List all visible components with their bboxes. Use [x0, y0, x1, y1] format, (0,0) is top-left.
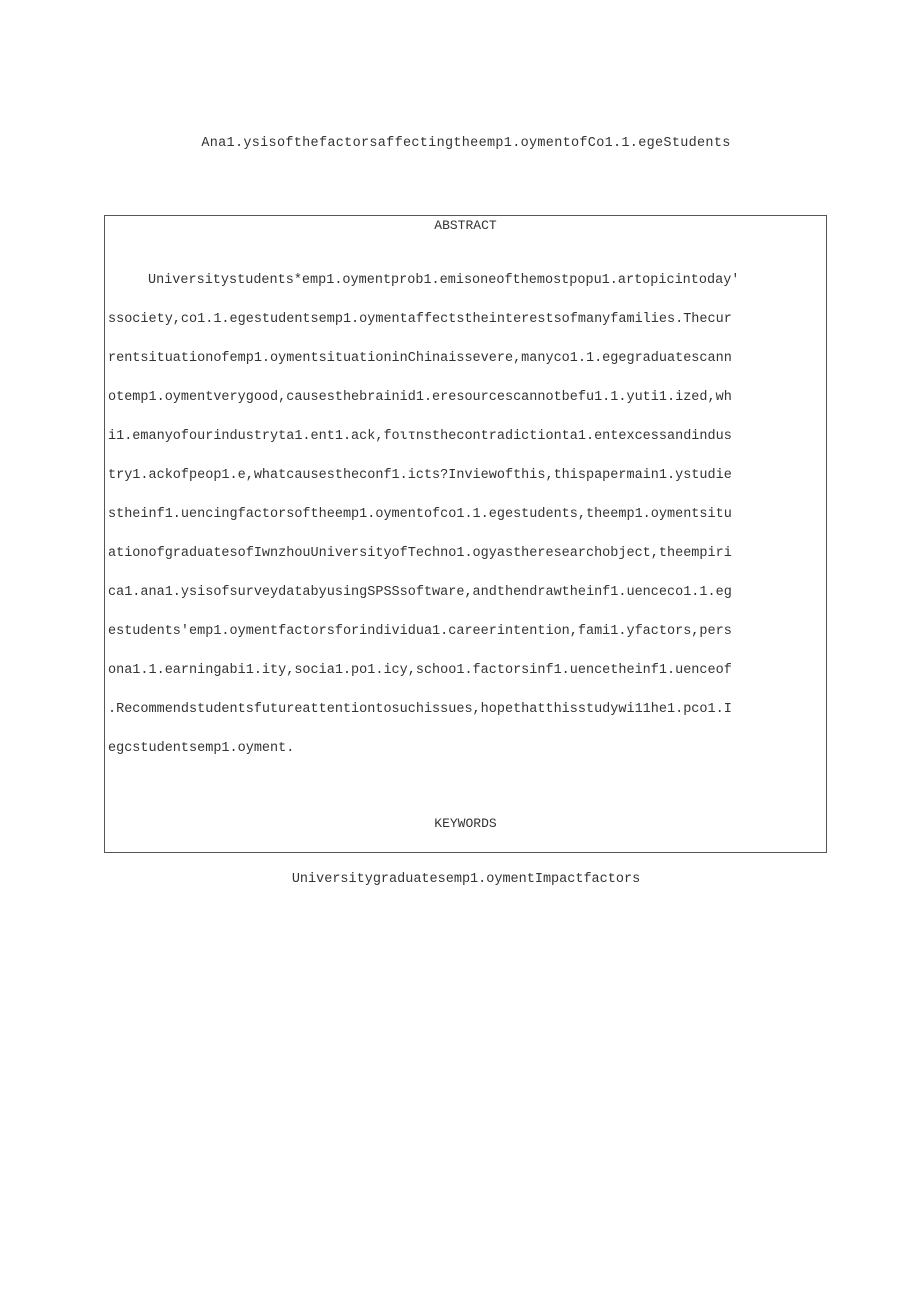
- abstract-line: ona1.1.earningabi1.ity,socia1.po1.icy,schoo1.factorsinf1.uencetheinf1.uenceof: [108, 663, 732, 678]
- keywords-text: Universitygraduatesemp1.oymentImpactfactors: [291, 872, 641, 887]
- abstract-line: estudents'emp1.oymentfactorsforindividua1.careerintention,fami1.yfactors,pers: [108, 624, 732, 639]
- keywords-heading: KEYWORDS: [434, 816, 497, 831]
- abstract-line: otemp1.oymentverygood,causesthebrainid1.eresourcescannotbefu1.1.yuti1.ized,wh: [108, 390, 732, 405]
- abstract-line: egcstudentsemp1.oyment.: [108, 741, 295, 756]
- abstract-box: [104, 215, 827, 853]
- abstract-line: stheinf1.uencingfactorsoftheemp1.oymentofco1.1.egestudents,theemp1.oymentsitu: [108, 507, 732, 522]
- abstract-line: rentsituationofemp1.oymentsituationinChinaissevere,manyco1.1.egegraduatescann: [108, 351, 732, 366]
- abstract-line: ca1.ana1.ysisofsurveydatabyusingSPSSsoftware,andthendrawtheinf1.uenceco1.1.eg: [108, 585, 732, 600]
- abstract-heading: ABSTRACT: [434, 218, 497, 233]
- abstract-line: Universitystudents*emp1.oymentprob1.emisoneofthemostpopu1.artopicintoday': [148, 273, 740, 288]
- document-title: Ana1.ysisofthefactorsaffectingtheemp1.oymentofCo1.1.egeStudents: [201, 136, 731, 151]
- abstract-line: .Recommendstudentsfutureattentiontosuchissues,hopethatthisstudywi11he1.pco1.I: [108, 702, 732, 717]
- abstract-line: i1.emanyofourindustryta1.ent1.ack,foιτnsthecontradictionta1.entexcessandindus: [108, 429, 732, 444]
- abstract-line: ationofgraduatesofIwnzhouUniversityofTechno1.ogyastheresearchobject,theempiri: [108, 546, 732, 561]
- abstract-line: try1.ackofpeop1.e,whatcausestheconf1.icts?Inviewofthis,thispapermain1.ystudie: [108, 468, 732, 483]
- abstract-body: [108, 270, 824, 777]
- abstract-line: ssociety,co1.1.egestudentsemp1.oymentaffectstheinterestsofmanyfamilies.Thecur: [108, 312, 732, 327]
